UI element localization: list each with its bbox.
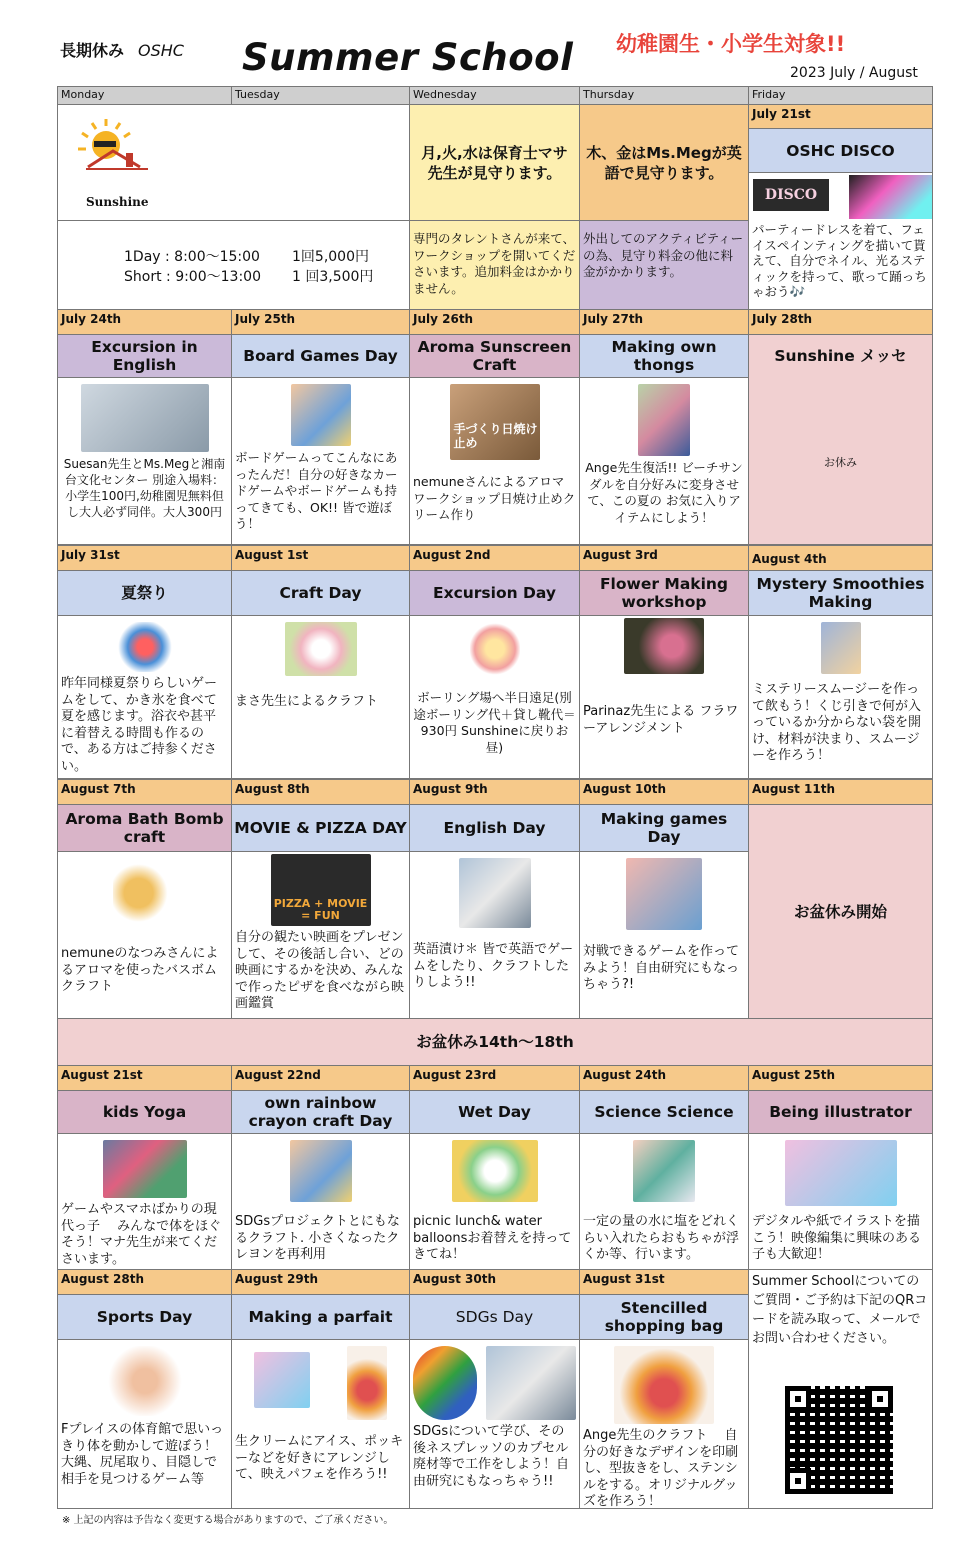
title-aug23: Wet Day <box>409 1090 580 1134</box>
page-title: Summer School <box>242 36 574 79</box>
bath-bomb-image <box>113 864 177 922</box>
desc-aug8: PIZZA + MOVIE = FUN 自分の観たい映画をプレゼンして、その後話し合い、どの映画にするかを決め、みんなで作ったピザを食べながら映画鑑賞 <box>231 851 410 1019</box>
title-aug2: Excursion Day <box>409 570 580 616</box>
pizza-movie-text: PIZZA + MOVIE = FUN <box>273 897 368 922</box>
title-aug30: SDGs Day <box>409 1294 580 1340</box>
date-aug22: August 22nd <box>231 1065 410 1091</box>
date-aug21: August 21st <box>57 1065 232 1091</box>
desc-aug29: 生クリームにアイス、ポッキーなどを好きにアレンジして、映えパフェを作ろう!! <box>231 1339 410 1509</box>
contact-text: Summer Schoolについてのご質問・ご予約は下記のQRコードを読み取って、メールでお問い合わせください。 <box>752 1274 928 1346</box>
date-july31: July 31st <box>57 545 232 571</box>
date-aug9: August 9th <box>409 779 580 805</box>
hours-1day: 1Day : 8:00〜15:00 <box>124 249 260 265</box>
title-july21: OSHC DISCO <box>748 128 933 173</box>
desc-aug31: Ange先生のクラフト 自分の好きなデザインを印刷し、型抜きをし、ステンシルをする。オリジナルグッズを作ろう！ <box>579 1339 749 1509</box>
long-break-label: 長期休み <box>60 41 125 60</box>
target-audience: 幼稚園生・小学生対象!! <box>616 32 846 56</box>
contact-cell <box>748 1269 933 1509</box>
title-july26: Aroma Sunscreen Craft <box>409 334 580 378</box>
yoga-image <box>103 1140 187 1198</box>
desc-aug4: ミステリースムージーを作って飲もう！くじ引きで何が入っているか分からない袋を開け、材料が決まり、スムージーを作ろう！ <box>748 615 933 779</box>
date-aug11: August 11th <box>748 779 933 805</box>
title-aug31: Stencilled shopping bag <box>579 1294 749 1340</box>
capsule-craft-image <box>486 1346 576 1420</box>
festival-image <box>116 622 174 672</box>
sports-image <box>95 1346 195 1416</box>
title-july24: Excursion in English <box>57 334 232 378</box>
title-aug1: Craft Day <box>231 570 410 616</box>
logo-cell <box>57 104 410 221</box>
desc-aug3: Parinaz先生による フラワーアレンジメント <box>579 615 749 779</box>
date-july21: July 21st <box>748 104 933 129</box>
wet-day-image <box>452 1140 538 1202</box>
title-aug7: Aroma Bath Bomb craft <box>57 804 232 852</box>
date-aug7: August 7th <box>57 779 232 805</box>
obon-banner: お盆休み14th〜18th <box>57 1018 933 1066</box>
weekday-tuesday: Tuesday <box>231 86 410 105</box>
desc-july31: 昨年同様夏祭りらしいゲームをして、かき氷を食べて夏を感じます。浴衣や甚平に着替える時間も作るので、ある方はご持参ください。 <box>57 615 232 779</box>
title-aug22: own rainbow crayon craft Day <box>231 1090 410 1134</box>
sdgs-wheel-image <box>413 1346 477 1420</box>
weekday-monday: Monday <box>57 86 232 105</box>
desc-july24: Suesan先生とMs.Megと湘南台文化センター 別途入場料：小学生100円,幼稚園児無料但し大人必ず同伴。大人300円 <box>57 377 232 545</box>
desc-aug22: SDGsプロジェクトとにもなるクラフト. 小さくなったクレヨンを再利用 <box>231 1133 410 1270</box>
flower-image <box>624 618 704 674</box>
hours-short: Short : 9:00〜13:00 <box>124 269 261 285</box>
parfait-image <box>347 1346 387 1420</box>
desc-aug30: SDGsについて学び、その後ネスプレッソのカプセル廃材等で工作をしよう！自由研究にもなっちゃう!! <box>409 1339 580 1509</box>
date-aug3: August 3rd <box>579 545 749 571</box>
date-aug31: August 31st <box>579 1269 749 1295</box>
title-aug25: Being illustrator <box>748 1090 933 1134</box>
bowling-image <box>470 622 520 676</box>
thu-staff-note: 木、金はMs.Megが英語で見守ります。 <box>579 104 749 221</box>
title-aug9: English Day <box>409 804 580 852</box>
title-aug4: Mystery Smoothies Making <box>748 570 933 616</box>
thu-note: 外出してのアクティビティーの為、見守り料金の他に料金がかかります。 <box>579 220 749 310</box>
date-aug30: August 30th <box>409 1269 580 1295</box>
weekday-friday: Friday <box>748 86 933 105</box>
desc-july21 <box>748 172 933 310</box>
header-label <box>60 38 184 61</box>
date-aug10: August 10th <box>579 779 749 805</box>
desc-aug21: ゲームやスマホばかりの現代っ子 みんなで体をほぐそう！マナ先生が来てくださいます。 <box>57 1133 232 1270</box>
date-july27: July 27th <box>579 309 749 335</box>
weekday-wednesday: Wednesday <box>409 86 580 105</box>
title-aug3: Flower Making workshop <box>579 570 749 616</box>
date-aug25: August 25th <box>748 1065 933 1091</box>
illustration-image <box>785 1140 897 1206</box>
desc-july21-text: パーティードレスを着て、フェイスペインティングを描いて貰えて、自分でネイル、光るスティックを持って、歌って踊っちゃおう🎶 <box>752 222 927 299</box>
desc-aug25: デジタルや紙でイラストを描こう！映像編集に興味のある子も大歓迎！ <box>748 1133 933 1270</box>
craft-image <box>285 622 357 676</box>
desc-july25: ボードゲームってこんなにあったんだ！自分の好きなカードゲームやボードゲームも持ってきても、OK!! 皆で遊ぼう！ <box>231 377 410 545</box>
title-aug29: Making a parfait <box>231 1294 410 1340</box>
weekday-thursday: Thursday <box>579 86 749 105</box>
logo-text: Sunshine <box>86 195 149 209</box>
desc-aug2: ボーリング場へ半日遠足(別途ボーリング代＋貸し靴代＝930円 Sunshineに戻りお昼) <box>409 615 580 779</box>
wed-staff-note: 月,火,水は保育士マサ先生が見守ります。 <box>409 104 580 221</box>
culture-center-image <box>81 384 209 452</box>
desc-aug9: 英語漬け＊ 皆で英語でゲームをしたり、クラフトしたりしよう!! <box>409 851 580 1019</box>
price-short: 1 回3,500円 <box>292 269 374 285</box>
science-image <box>633 1140 695 1202</box>
desc-aug1: まさ先生によるクラフト <box>231 615 410 779</box>
date-aug1: August 1st <box>231 545 410 571</box>
date-aug23: August 23rd <box>409 1065 580 1091</box>
obon-start-aug11: お盆休み開始 <box>748 804 933 1019</box>
title-aug8: MOVIE & PIZZA DAY <box>231 804 410 852</box>
sandals-image <box>638 384 690 456</box>
ice-cream-image <box>254 1352 310 1408</box>
date-july24: July 24th <box>57 309 232 335</box>
disco-logo: DISCO <box>753 179 829 211</box>
title-july31: 夏祭り <box>57 570 232 616</box>
date-aug2: August 2nd <box>409 545 580 571</box>
board-games-image <box>291 384 351 446</box>
title-july28: Sunshine メッセ <box>748 334 933 545</box>
title-july25: Board Games Day <box>231 334 410 378</box>
desc-aug10: 対戦できるゲームを作ってみよう！自由研究にもなっちゃう?! <box>579 851 749 1019</box>
title-aug28: Sports Day <box>57 1294 232 1340</box>
schedule-grid <box>57 86 933 1509</box>
pizza-movie-image <box>271 854 371 926</box>
date-aug28: August 28th <box>57 1269 232 1295</box>
date-aug24: August 24th <box>579 1065 749 1091</box>
desc-aug24: 一定の量の水に塩をどれくらい入れたらおもちゃが浮くか等、行います。 <box>579 1133 749 1270</box>
sunscreen-image <box>450 384 540 460</box>
footnote: ※ 上記の内容は予告なく変更する場合がありますので、ご了承ください。 <box>62 1515 394 1526</box>
dancers-image <box>849 175 933 219</box>
wed-note: 専門のタレントさんが来て、ワークショップを開いてくださいます。追加料金はかかりません。 <box>409 220 580 310</box>
schedule-date: 2023 July / August <box>790 65 918 81</box>
stencil-bag-image <box>614 1346 714 1424</box>
date-aug4: August 4th <box>748 545 933 571</box>
pricing-cell <box>57 220 410 310</box>
title-aug10: Making games Day <box>579 804 749 852</box>
date-july25: July 25th <box>231 309 410 335</box>
title-aug24: Science Science <box>579 1090 749 1134</box>
sunscreen-image-text: 手づくり日焼け止め <box>453 422 538 450</box>
english-book-image <box>459 858 531 928</box>
desc-july27: Ange先生復活!! ビーチサンダルを自分好みに変身させて、この夏の お気に入りアイテムにしよう！ <box>579 377 749 545</box>
making-games-image <box>626 858 702 930</box>
date-july28: July 28th <box>748 309 933 335</box>
smoothies-image <box>821 622 861 674</box>
date-july26: July 26th <box>409 309 580 335</box>
crayon-image <box>290 1140 352 1202</box>
desc-aug28: Fプレイスの体育館で思いっきり体を動かして遊ぼう！ 大縄、尻尾取り、目隠しで相手を見つけるゲーム等 <box>57 1339 232 1509</box>
date-aug29: August 29th <box>231 1269 410 1295</box>
qr-code[interactable] <box>785 1386 893 1494</box>
desc-july26: 手づくり日焼け止め nemuneさんによるアロマワークショップ日焼け止めクリーム作り <box>409 377 580 545</box>
date-aug8: August 8th <box>231 779 410 805</box>
title-july27: Making own thongs <box>579 334 749 378</box>
desc-aug7: nemuneのなつみさんによるアロマを使ったバスボムクラフト <box>57 851 232 1019</box>
price-1day: 1回5,000円 <box>292 249 369 265</box>
title-aug21: kids Yoga <box>57 1090 232 1134</box>
desc-aug23: picnic lunch& water balloonsお着替えを持ってきてね！ <box>409 1133 580 1270</box>
oshc-label: OSHC <box>138 41 184 60</box>
closed-note-july28: お休み <box>824 456 857 469</box>
sunshine-logo-icon <box>68 115 158 193</box>
